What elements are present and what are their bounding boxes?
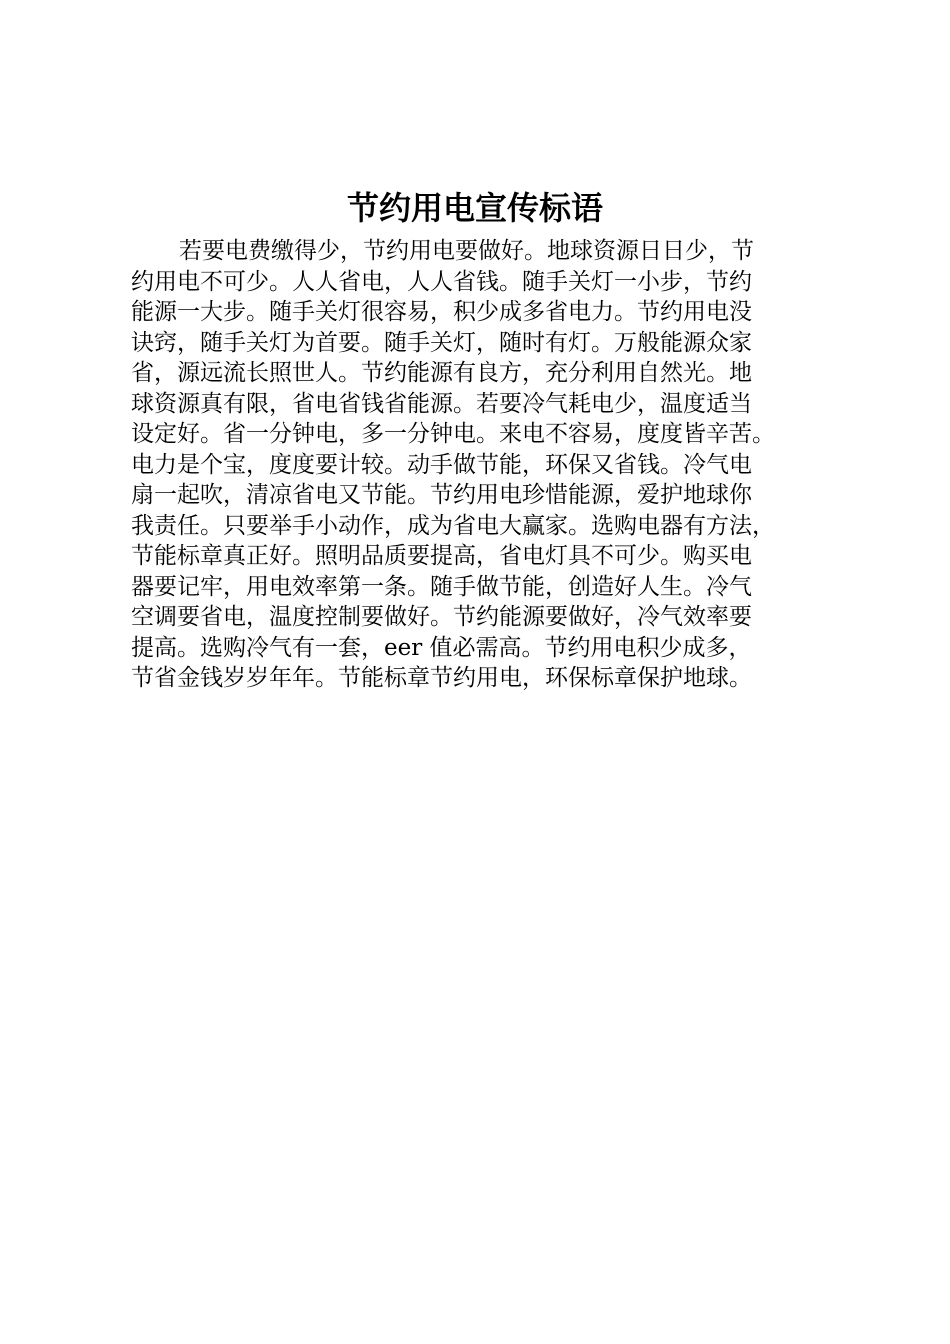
body-line: 我责任。只要举手小动作，成为省电大赢家。选购电器有方法， xyxy=(131,512,775,539)
body-line: 电力是个宝，度度要计较。动手做节能，环保又省钱。冷气电 xyxy=(131,451,752,478)
body-line: 约用电不可少。人人省电，人人省钱。随手关灯一小步，节约 xyxy=(131,268,752,295)
body-line: 节能标章真正好。照明品质要提高，省电灯具不可少。购买电 xyxy=(131,543,752,569)
body-line: 器要记牢，用电效率第一条。随手做节能，创造好人生。冷气 xyxy=(131,573,752,600)
body-line: 节省金钱岁岁年年。节能标章节约用电，环保标章保护地球。 xyxy=(131,665,752,691)
body-line: 空调要省电，温度控制要做好。节约能源要做好，冷气效率要 xyxy=(131,604,752,630)
body-line: 诀窍，随手关灯为首要。随手关灯，随时有灯。万般能源众家 xyxy=(131,329,752,356)
body-line: 省，源远流长照世人。节约能源有良方，充分利用自然光。地 xyxy=(131,360,752,386)
body-line: 若要电费缴得少，节约用电要做好。地球资源日日少，节 xyxy=(179,238,754,264)
document-body xyxy=(131,236,831,694)
document-title: 节约用电宣传标语 xyxy=(346,189,603,227)
body-line: 提高。选购冷气有一套，eer 值必需高。节约用电积少成多， xyxy=(131,634,752,661)
body-line: 扇一起吹，清凉省电又节能。节约用电珍惜能源，爱护地球你 xyxy=(131,482,752,508)
body-line: 设定好。省一分钟电，多一分钟电。来电不容易，度度皆辛苦。 xyxy=(131,421,775,447)
body-line: 球资源真有限，省电省钱省能源。若要冷气耗电少，温度适当 xyxy=(131,390,752,417)
body-line: 能源一大步。随手关灯很容易，积少成多省电力。节约用电没 xyxy=(131,299,752,325)
